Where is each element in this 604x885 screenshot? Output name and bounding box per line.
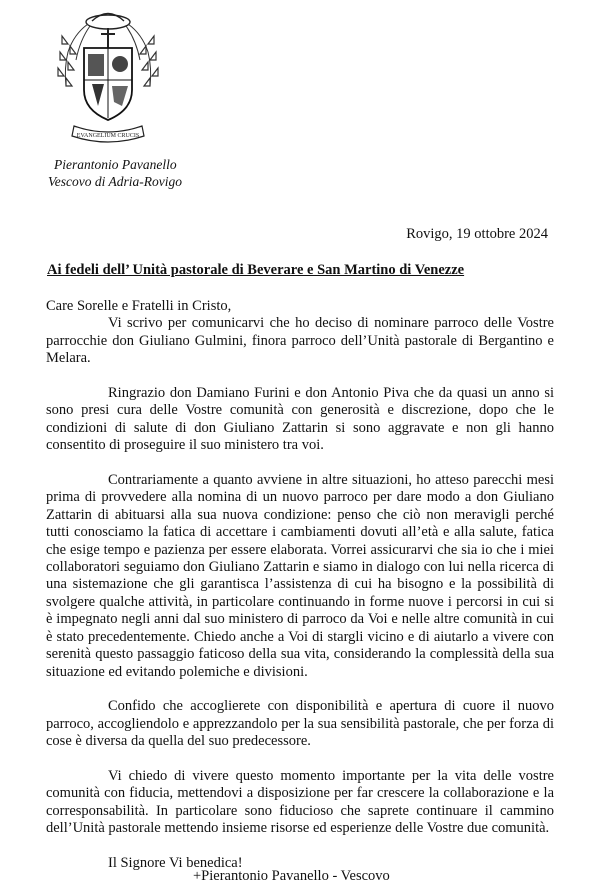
sender-title: Vescovo di Adria-Rovigo: [48, 174, 182, 189]
letter-subject: Ai fedeli dell’ Unità pastorale di Beverare e San Martino di Venezze: [47, 262, 465, 278]
paragraph-4: Confido che accoglierete con disponibilità e apertura di cuore il nuovo parroco, accogliendolo e apprezzandolo per la sua sensibilità pastorale, che per forza di cose è diversa da quella del suo predecessore.: [46, 698, 554, 750]
paragraph-2: Ringrazio don Damiano Furini e don Antonio Piva che da quasi un anno si sono presi cura delle Vostre comunità con generosità e discrezione, dopo che le condizioni di salute di don Giuliano Zattarin si sono aggravate e non gli hanno consentito di proseguire il suo ministero tra voi.: [46, 385, 554, 454]
sender-name: Pierantonio Pavanello: [54, 157, 177, 172]
signature: +Pierantonio Pavanello - Vescovo: [193, 868, 390, 884]
paragraph-3: Contrariamente a quanto avviene in altre situazioni, ho atteso parecchi mesi prima di provvedere alla nomina di un nuovo parroco per dare modo a don Giuliano Zattarin di abituarsi alla sua nuova condizione: penso che ciò non meravigli perché tutti conosciamo la fatica di accettare i cambiamenti dovuti all’età e alla salute, fatica che esige tempo e pazienza per essere elaborata. Vorrei assicurarvi che sia io che i miei collaboratori seguiamo don Giuliano Zattarin e siamo in dialogo con lui nella ricerca di una sistemazione che gli garantisca l’assistenza di cui ha bisogno e la possibilità di svolgere qualche attività, in particolare continuando in forme nuove i percorsi in cui si è impegnato negli anni dal suo ministero di parroco da Voi e nelle altre comunità in cui è stato precedentemente. Chiedo anche a Voi di stargli vicino e di aiutarlo a vivere con serenità questo passaggio faticoso della sua vita, considerando la complessità della sua situazione ed evitando polemiche e divisioni.: [46, 472, 554, 680]
letter-body: [46, 298, 554, 872]
paragraph-5: Vi chiedo di vivere questo momento importante per la vita delle vostre comunità con fiducia, mettendovi a disposizione per far crescere la collaborazione e la corresponsabilità. In particolare sono fiducioso che saprete continuare il cammino dell’Unità pastorale mettendo insieme risorse ed esperienze delle Vostre due comunità.: [46, 767, 554, 837]
episcopal-coat-of-arms: [52, 6, 164, 152]
svg-text:EVANGELIUM CRUCIS: EVANGELIUM CRUCIS: [76, 133, 140, 139]
closing-line: Il Signore Vi benedica!: [108, 854, 243, 871]
date-line: Rovigo, 19 ottobre 2024: [406, 226, 548, 242]
paragraph-1: Vi scrivo per comunicarvi che ho deciso di nominare parroco delle Vostre parrocchie don Giuliano Gulmini, finora parroco dell’Unità pastorale di Bergantino e Melara.: [46, 315, 554, 367]
sender-block: [48, 156, 182, 190]
salutation: Care Sorelle e Fratelli in Cristo,: [46, 298, 232, 314]
